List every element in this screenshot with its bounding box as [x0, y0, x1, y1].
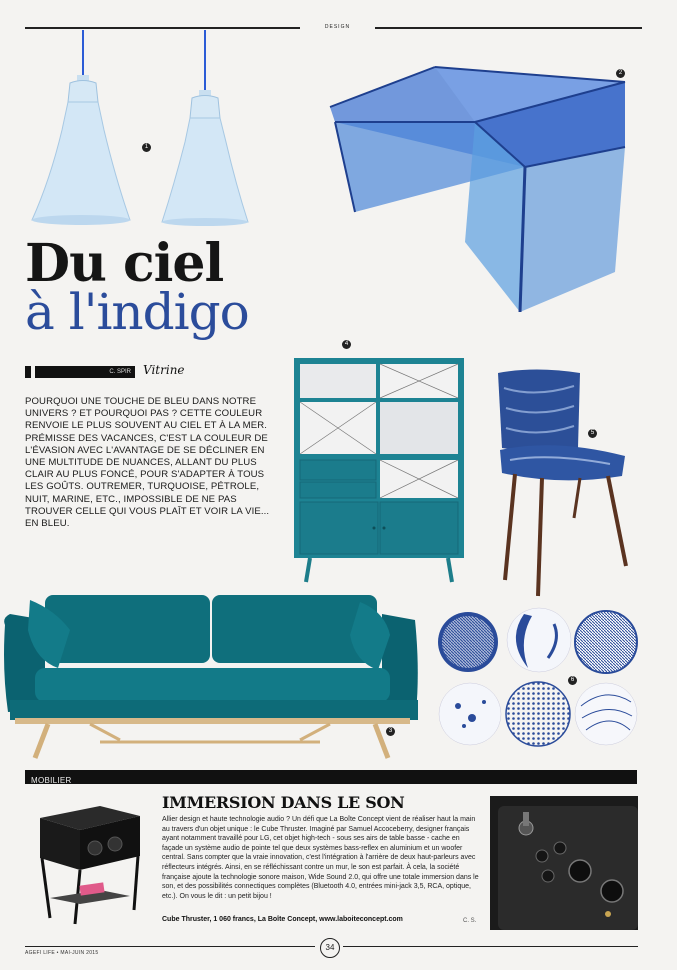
footer-rule-right	[343, 946, 638, 947]
byline-author: C. SPIR	[35, 366, 135, 378]
byline-rubric: Vitrine	[143, 363, 185, 377]
pendant-lamps-photo	[20, 30, 260, 230]
glass-table-photo	[325, 62, 630, 317]
byline-bar	[25, 366, 31, 378]
section-label: DESIGN	[324, 24, 351, 30]
article-footer: Cube Thruster, 1 060 francs, La Boîte Concept, www.laboiteconcept.com	[162, 916, 403, 923]
cube-thruster-photo	[30, 798, 150, 928]
item-number-6: 6	[568, 676, 577, 685]
byline	[25, 363, 185, 378]
lamp-left	[32, 75, 130, 225]
section-bar	[25, 770, 637, 784]
page-number: 34	[320, 938, 340, 958]
teal-sofa-photo	[0, 590, 425, 760]
article-body: Allier design et haute technologie audio ? Un défi que La Boîte Concept vient de réaliser haut la main au travers d'un objet unique : le Cube Thruster. Imaginé par Samuel Accoceberry, designer français ayant notamment travaillé pour LG, cet objet high-tech - sous ses airs de table basse - cache en façade un système audio de pointe tel que deux systèmes bass-reflex en aluminium et un woofer central. Sans compter que la vraie innovation, c'est l'intégration à l'arrière de deux haut-parleurs avec réflecteurs intégrés. Ainsi, en se réfléchissant contre un mur, le son est parfait. À cela, la société française ajoute la technologie sonore maison, Wide Sound 2.0, qui offre une totale immersion dans le son, et des possibilités connectiques complètes (Bluetooth 4.0, entrées mini-jack 3,5, RCA, optique, etc.). On vous le dit : un petit bijou !	[162, 816, 479, 900]
control-panel-photo	[490, 796, 638, 930]
article-initials: C. S.	[463, 918, 477, 924]
header-rule-left	[25, 27, 300, 29]
item-number-3: 3	[386, 727, 395, 736]
item-number-2: 2	[616, 69, 625, 78]
teal-cabinet-photo	[292, 356, 467, 586]
indigo-chair-photo	[490, 368, 635, 598]
page-title-line1: Du ciel	[25, 233, 224, 294]
intro-text: POURQUOI UNE TOUCHE DE BLEU DANS NOTRE UNIVERS ? ET POURQUOI PAS ? CETTE COULEUR RENVOIE LE PLUS SOUVENT AU CIEL ET À LA MER. PRÉMISSE DES VACANCES, C'EST LA COULEUR DE L'ÉVASION AVEC L'AVANTAGE DE SE DÉCLINER EN UNE MULTITUDE DE NUANCES, ALLANT DU PLUS CLAIR AU PLUS FONCÉ, POUR S'ADAPTER À TOUS LES GOÛTS. OUTREMER, TURQUOISE, PÉTROLE, NUIT, MARINE, ETC., IMPOSSIBLE DE NE PAS TROUVER CELLE QUI VOUS PLAÎT ET VOIR LA VIE... EN BLEU.	[25, 396, 270, 530]
footer-rule-left	[25, 946, 315, 947]
indigo-plates-photo	[436, 606, 646, 756]
lamp-right	[162, 90, 248, 226]
item-number-1: 1	[142, 143, 151, 152]
article-title: IMMERSION DANS LE SON	[162, 793, 405, 812]
header-rule-right	[375, 27, 642, 29]
section-label-mobilier: MOBILIER	[31, 776, 72, 785]
item-number-5: 5	[588, 429, 597, 438]
page-title-line2: à l'indigo	[25, 283, 249, 341]
footer-publication: AGEFI LIFE • MAI-JUIN 2015	[25, 950, 99, 956]
item-number-4: 4	[342, 340, 351, 349]
